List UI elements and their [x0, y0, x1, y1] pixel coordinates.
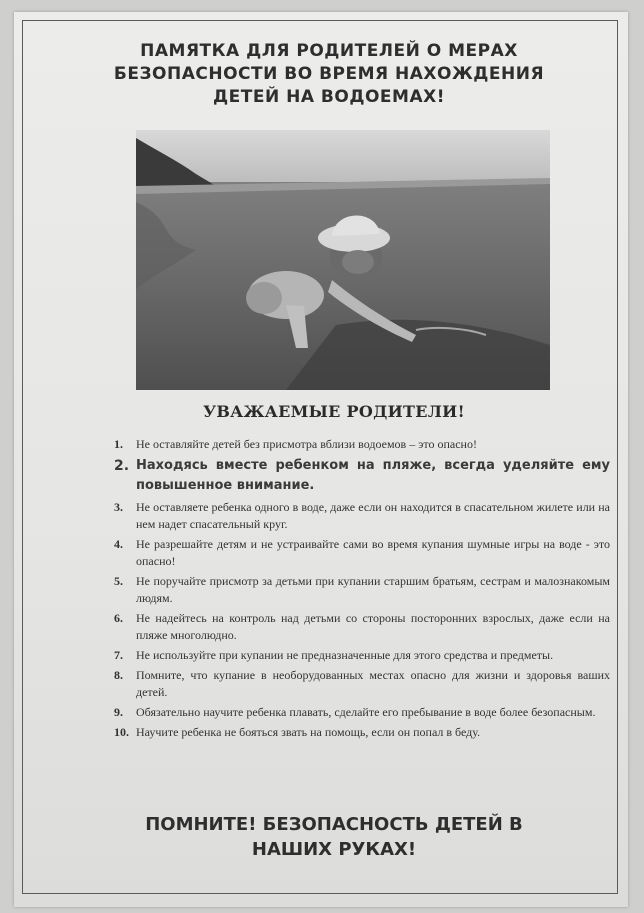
slogan-line-1: ПОМНИТЕ! БЕЗОПАСНОСТЬ ДЕТЕЙ В — [145, 814, 523, 835]
item-number: 7. — [114, 648, 123, 662]
item-number: 3. — [114, 500, 123, 514]
item-text: Не надейтесь на контроль над детьми со стороны посторонних взрослых, даже если на пляже многолюдно. — [136, 611, 610, 642]
list-item — [114, 536, 610, 570]
memo-sheet — [14, 12, 628, 907]
item-number: 10. — [114, 725, 129, 739]
slogan-line-2: НАШИХ РУКАХ! — [251, 839, 417, 860]
list-item — [114, 610, 610, 644]
list-item — [114, 456, 610, 496]
list-item — [114, 667, 610, 701]
item-text: Обязательно научите ребенка плавать, сделайте его пребывание в воде более безопасным. — [136, 705, 596, 719]
item-number: 9. — [114, 705, 123, 719]
item-number: 5. — [114, 574, 123, 588]
safety-rules-list — [114, 436, 610, 744]
item-text: Не поручайте присмотр за детьми при купании старшим братьям, сестрам и малознакомым людям. — [136, 574, 610, 605]
item-text: Помните, что купание в необорудованных местах опасно для жизни и здоровья ваших детей. — [136, 668, 610, 699]
item-text: Научите ребенка не бояться звать на помощь, если он попал в беду. — [136, 725, 481, 739]
item-number: 8. — [114, 668, 123, 682]
closing-slogan — [124, 812, 544, 862]
item-text: Не оставляйте детей без присмотра вблизи водоемов – это опасно! — [136, 437, 477, 451]
title-line-3: ДЕТЕЙ НА ВОДОЕМАХ! — [213, 87, 445, 107]
list-item — [114, 436, 610, 453]
list-item — [114, 724, 610, 741]
item-number: 6. — [114, 611, 123, 625]
item-text: Не разрешайте детям и не устраивайте сами во время купания шумные игры на воде - это опасно! — [136, 537, 610, 568]
list-item — [114, 704, 610, 721]
title-line-2: БЕЗОПАСНОСТИ ВО ВРЕМЯ НАХОЖДЕНИЯ — [113, 64, 545, 84]
title-line-1: ПАМЯТКА ДЛЯ РОДИТЕЛЕЙ О МЕРАХ — [140, 41, 518, 61]
list-item — [114, 573, 610, 607]
item-number: 1. — [114, 437, 123, 451]
greeting-heading: УВАЖАЕМЫЕ РОДИТЕЛИ! — [203, 402, 465, 421]
list-item — [114, 499, 610, 533]
item-text: Находясь вместе ребенком на пляже, всегда уделяйте ему повышенное внимание. — [136, 458, 610, 493]
page-title — [74, 40, 584, 109]
item-number: 2. — [114, 458, 130, 474]
item-text: Не используйте при купании не предназначенные для этого средства и предметы. — [136, 648, 554, 662]
list-item — [114, 647, 610, 664]
child-on-beach-photo — [136, 130, 550, 390]
item-number: 4. — [114, 537, 123, 551]
item-text: Не оставляете ребенка одного в воде, даже если он находится в спасательном жилете или на нем надет спасательный круг. — [136, 500, 610, 531]
